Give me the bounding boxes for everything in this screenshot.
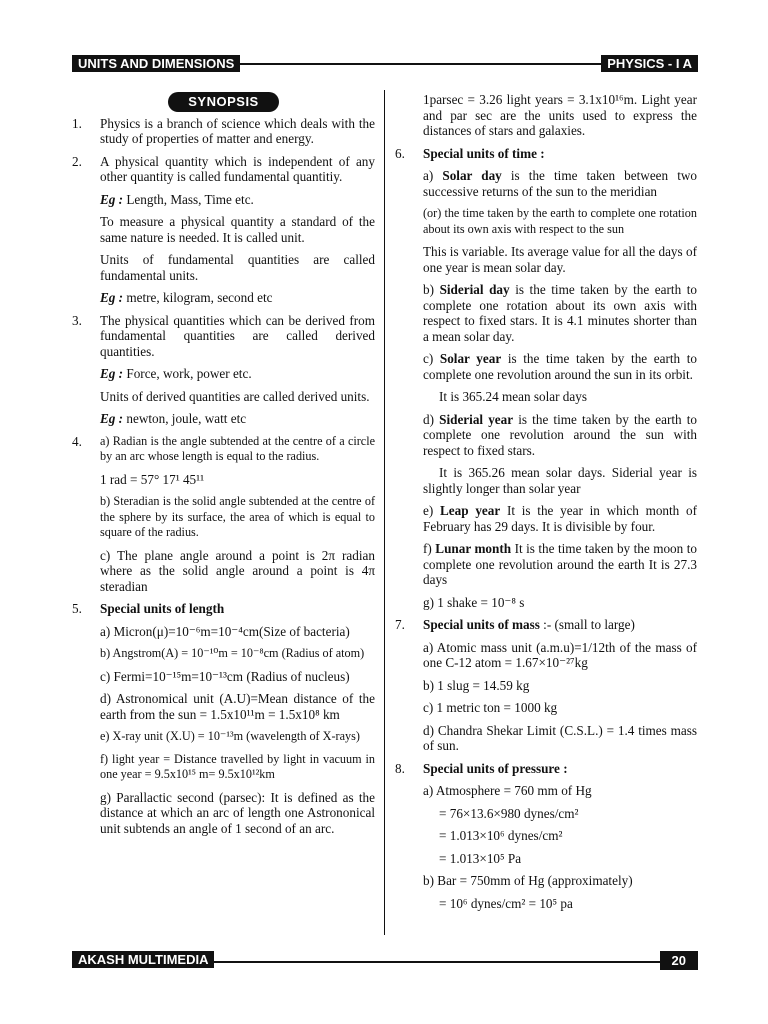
unit-line: a) Micron(μ)=10⁻⁶m=10⁻⁴cm(Size of bacteria) xyxy=(100,623,350,639)
item-number: 1. xyxy=(72,115,82,131)
definition-text: is the time taken by the earth to complete one rotation about its own axis with respect to fixed stars. It is 4.1 minutes shorter than a mean solar day. xyxy=(423,282,697,344)
section-title-text: Special units of pressure : xyxy=(423,760,568,776)
definition-text: is the time taken between two successive returns of the sun to the meridian xyxy=(423,168,697,199)
definition-line xyxy=(423,282,697,344)
definition-text: It is the year in which month of February has 29 days. It is divisible by four. xyxy=(423,503,697,534)
section-title xyxy=(423,617,697,633)
section-title-text: Special units of mass xyxy=(423,617,540,632)
example-label: Eg : xyxy=(100,191,124,207)
definition-line: (or) the time taken by the earth to complete one rotation about its own axis with respect to the sun xyxy=(423,206,697,236)
item-number: 2. xyxy=(72,153,82,169)
term: Lunar month xyxy=(435,541,512,556)
section-title xyxy=(100,601,375,617)
example-line xyxy=(100,366,375,382)
list-item xyxy=(395,617,697,754)
radian-definition: a) Radian is the angle subtended at the centre of a circle by an arc whose length is equal to the radius. xyxy=(100,433,375,463)
left-column xyxy=(72,92,375,843)
value-line: It is 365.26 mean solar days. Siderial year is slightly longer than solar year xyxy=(423,465,697,496)
list-item xyxy=(395,146,697,611)
value-line: It is 365.24 mean solar days xyxy=(439,389,587,404)
parsec-line: 1parsec = 3.26 light years = 3.1x10¹⁶m. Light year and par sec are the units used to express the distances of stars and galaxies. xyxy=(423,92,697,138)
steradian-definition: b) Steradian is the solid angle subtended at the centre of the sphere by its surface, the area of which is equal to square of the radius. xyxy=(100,494,375,539)
term: Siderial year xyxy=(439,411,514,427)
item-number: 4. xyxy=(72,433,82,449)
section-title xyxy=(423,146,697,162)
unit-line: e) X-ray unit (X.U) = 10⁻¹³m (wavelength of X-rays) xyxy=(100,729,360,743)
definition-line xyxy=(423,351,697,382)
item-prefix: a) xyxy=(423,168,443,183)
list-item xyxy=(72,601,375,836)
definition-text: is the time taken by the earth to complete one revolution around the sun with respect to fixed stars. xyxy=(423,411,697,458)
example-label: Eg : xyxy=(100,366,124,381)
list-item xyxy=(395,761,697,912)
item-prefix: d) xyxy=(423,411,440,427)
paragraph: Units of derived quantities are called derived units. xyxy=(100,388,370,404)
list-item xyxy=(72,154,375,306)
section-title-text: Special units of length xyxy=(100,601,225,616)
unit-line: d) Astronomical unit (A.U)=Mean distance of the earth from the sun = 1.5x10¹¹m = 1.5x10⁸ km xyxy=(100,691,375,722)
list-item xyxy=(72,434,375,595)
item-prefix: c) xyxy=(423,351,440,366)
paragraph: To measure a physical quantity a standard of the same nature is needed. It is called unit. xyxy=(100,214,375,245)
angle-note: c) The plane angle around a point is 2π radian where as the solid angle around a point is 4π steradian xyxy=(100,547,375,594)
column-divider xyxy=(384,90,385,935)
definition-line xyxy=(423,503,697,534)
item-number: 3. xyxy=(72,312,82,328)
example-label: Eg : xyxy=(100,411,124,426)
unit-line: = 1.013×10⁶ dynes/cm² xyxy=(439,828,563,843)
unit-line: = 1.013×10⁵ Pa xyxy=(439,850,522,866)
chapter-title: UNITS AND DIMENSIONS xyxy=(72,55,240,72)
unit-line: c) 1 metric ton = 1000 kg xyxy=(423,700,558,715)
publisher-name: AKASH MULTIMEDIA xyxy=(72,951,214,968)
unit-line: b) Angstrom(A) = 10⁻¹⁰m = 10⁻⁸cm (Radius of atom) xyxy=(100,646,365,660)
page-number: 20 xyxy=(660,951,698,970)
definition-text: It is the time taken by the moon to complete one revolution around the earth It is 27.3 days xyxy=(423,541,697,587)
definition-line: g) 1 shake = 10⁻⁸ s xyxy=(423,594,525,610)
example-text: Length, Mass, Time etc. xyxy=(123,191,254,207)
term: Leap year xyxy=(440,503,501,518)
synopsis-heading xyxy=(72,92,375,112)
example-label: Eg : xyxy=(100,290,124,305)
section-title-text: Special units of time : xyxy=(423,145,545,161)
item-text: Physics is a branch of science which deals with the study of properties of matter and energy. xyxy=(100,115,375,146)
definition-line xyxy=(423,412,697,459)
unit-line: a) Atmosphere = 760 mm of Hg xyxy=(423,783,592,798)
subject-title: PHYSICS - I A xyxy=(601,55,698,72)
definition-line xyxy=(423,541,697,588)
item-text: A physical quantity which is independent of any other quantity is called fundamental quantitiy. xyxy=(100,153,375,184)
item-number: 6. xyxy=(395,145,405,161)
definition-text: is the time taken by the earth to complete one revolution around the sun in its orbit. xyxy=(423,351,697,382)
paragraph: Units of fundamental quantities are called fundamental units. xyxy=(100,252,375,283)
unit-line: d) Chandra Shekar Limit (C.S.L.) = 1.4 times mass of sun. xyxy=(423,722,697,753)
unit-line: f) light year = Distance travelled by light in vacuum in one year = 9.5x10¹⁵ m= 9.5x10¹²km xyxy=(100,751,375,781)
unit-line: b) Bar = 750mm of Hg (approximately) xyxy=(423,873,633,888)
example-line xyxy=(100,290,375,306)
list-item xyxy=(72,313,375,427)
unit-line: = 76×13.6×980 dynes/cm² xyxy=(439,805,579,821)
item-prefix: f) xyxy=(423,541,436,556)
item-prefix: e) xyxy=(423,503,440,518)
unit-line: b) 1 slug = 14.59 kg xyxy=(423,677,530,693)
unit-line: g) Parallactic second (parsec): It is defined as the distance at which an arc of length one Astrononical unit subtends an angle of 1 second of an arc. xyxy=(100,789,375,836)
example-line xyxy=(100,192,375,208)
example-text: metre, kilogram, second etc xyxy=(123,290,273,305)
section-title-note: :- (small to large) xyxy=(539,617,635,632)
item-number: 8. xyxy=(395,760,405,776)
unit-line: a) Atomic mass unit (a.m.u)=1/12th of the mass of one C-12 atom = 1.67×10⁻²⁷kg xyxy=(423,639,697,670)
radian-value: 1 rad = 57° 17¹ 45¹¹ xyxy=(100,471,205,487)
definition-line: This is variable. Its average value for all the days of one year is mean solar day. xyxy=(423,244,697,275)
synopsis-badge: SYNOPSIS xyxy=(168,92,278,112)
unit-line: c) Fermi=10⁻¹⁵m=10⁻¹³cm (Radius of nucleus) xyxy=(100,668,350,684)
item-prefix: b) xyxy=(423,282,440,297)
right-column xyxy=(395,92,697,918)
definition-line xyxy=(423,168,697,199)
section-title xyxy=(423,761,697,777)
term: Siderial day xyxy=(439,282,510,297)
list-item xyxy=(72,116,375,147)
example-text: newton, joule, watt etc xyxy=(123,411,247,426)
unit-line: = 10⁶ dynes/cm² = 10⁵ pa xyxy=(439,895,573,911)
item-text: The physical quantities which can be derived from fundamental quantities are called derived quantities. xyxy=(100,312,375,359)
example-line xyxy=(100,411,375,427)
item-number: 5. xyxy=(72,601,82,616)
example-text: Force, work, power etc. xyxy=(123,366,252,381)
term: Solar day xyxy=(442,168,502,183)
item-number: 7. xyxy=(395,617,405,632)
term: Solar year xyxy=(439,351,502,366)
